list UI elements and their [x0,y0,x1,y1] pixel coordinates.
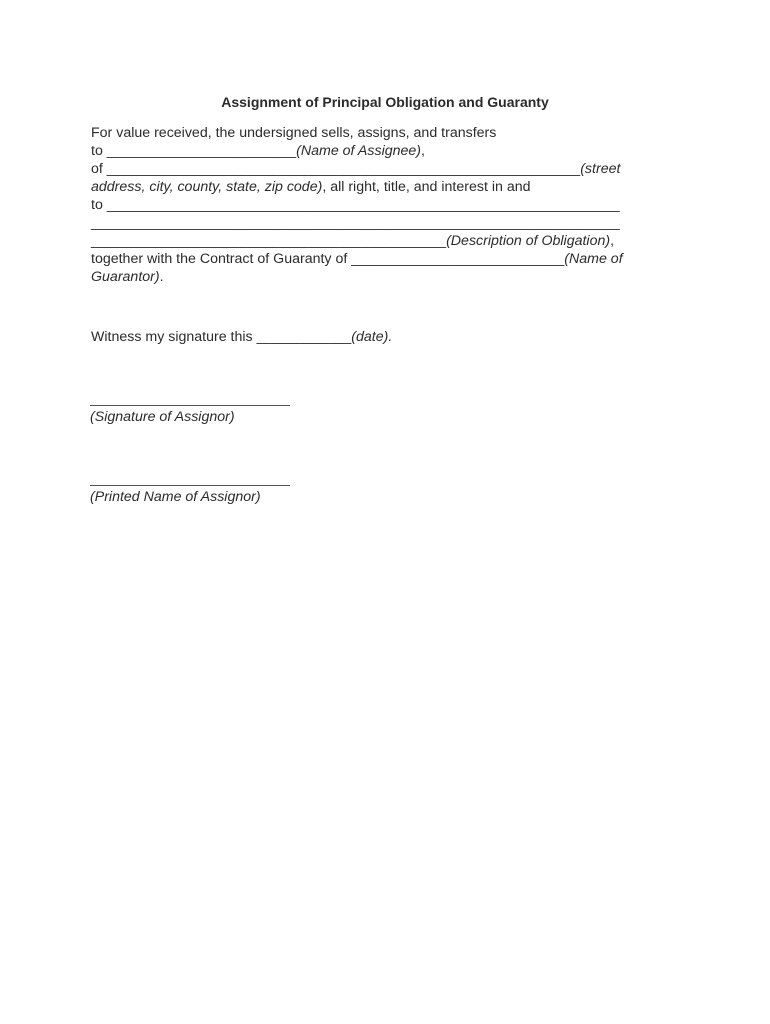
punctuation: , [421,143,425,159]
body-line-2 [91,142,425,160]
address-hint-start: (street [580,161,621,177]
body-line-6 [91,214,620,232]
address-blank: of ____________________________________________________________ [91,161,581,177]
body-line-9 [91,268,164,286]
punctuation: , [610,233,615,249]
body-text: For value received, the undersigned sells, assigns, and transfers [91,125,497,141]
body-line-7 [91,232,614,250]
punctuation: . [159,269,164,285]
signature-label: (Signature of Assignor) [90,409,235,425]
assignee-hint: (Name of Assignee) [296,143,422,159]
date-hint: (date). [351,329,393,345]
body-line-5 [91,196,620,214]
body-text: , all right, title, and interest in and [322,179,531,195]
guarantor-hint-end: Guarantor) [91,269,160,285]
witness-text: Witness my signature this ____________ [91,329,352,345]
printed-name-label: (Printed Name of Assignor) [90,489,261,505]
document-title: Assignment of Principal Obligation and Guaranty [221,94,549,110]
witness-line [91,328,392,346]
body-line-1 [91,124,496,142]
body-line-3 [91,160,620,178]
guarantor-blank: together with the Contract of Guaranty of ___________________________ [91,251,565,267]
obligation-blank-2: ___________________________________________________________________ [91,215,620,231]
printed-name-rule [90,485,290,486]
address-hint-end: address, city, county, state, zip code) [91,179,323,195]
signature-rule [90,405,290,406]
guarantor-hint-start: (Name of [564,251,623,267]
obligation-blank-1: to _________________________________________________________________ [91,197,620,213]
body-line-4 [91,178,531,196]
assignee-blank: to ________________________ [91,143,297,159]
obligation-hint: (Description of Obligation) [446,233,611,249]
body-line-8 [91,250,623,268]
obligation-blank-3: _____________________________________________ [91,233,447,249]
